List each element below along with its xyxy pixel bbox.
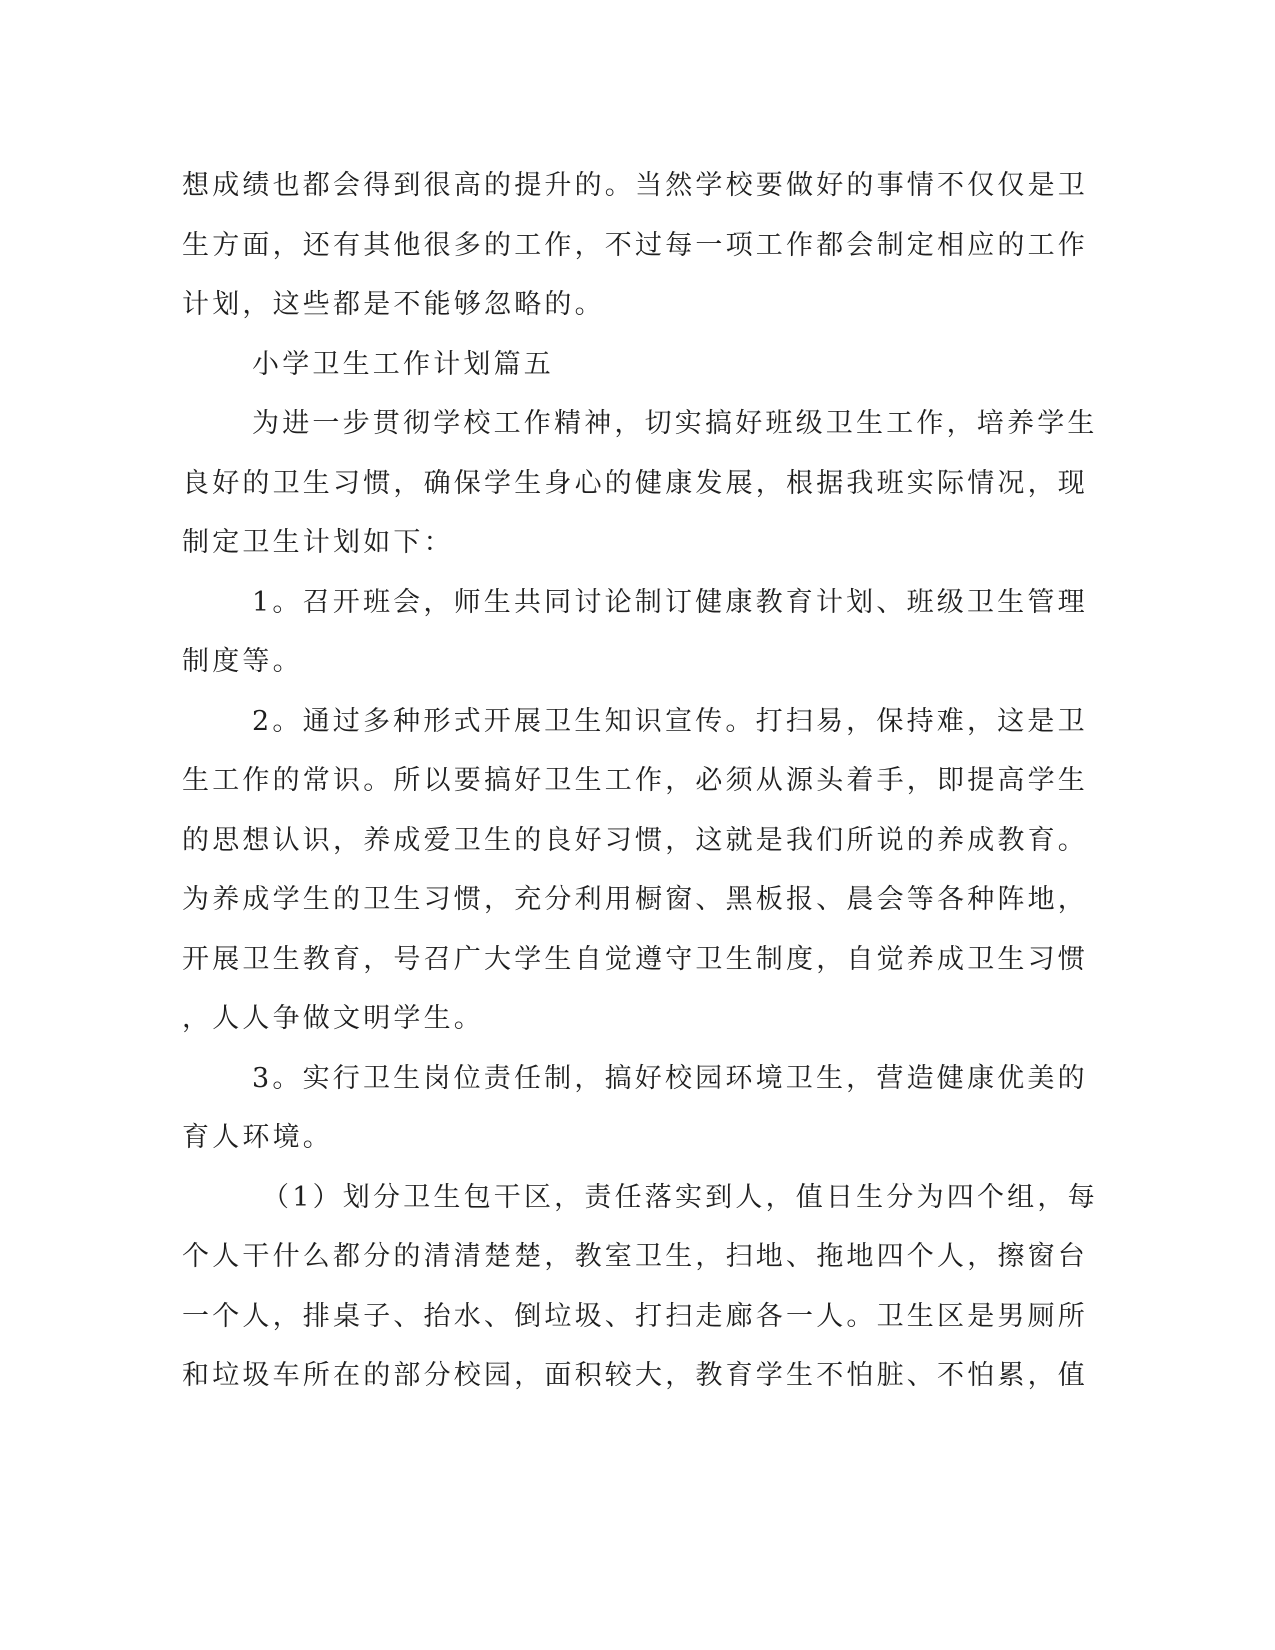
paragraph-item-1: [182, 573, 1088, 692]
text-line: 的思想认识，养成爱卫生的良好习惯，这就是我们所说的养成教育。: [182, 824, 1088, 856]
paragraph-subitem-1: [182, 1168, 1098, 1406]
text-line: 为养成学生的卫生习惯，充分利用橱窗、黑板报、晨会等各种阵地，: [182, 884, 1088, 915]
paragraph-intro: [182, 394, 1098, 573]
text-line: 和垃圾车所在的部分校园，面积较大，教育学生不怕脏、不怕累，值: [182, 1360, 1088, 1391]
text-line: 开展卫生教育，号召广大学生自觉遵守卫生制度，自觉养成卫生习惯: [182, 943, 1088, 975]
text-line: 制度等。: [182, 646, 303, 677]
text-line: 一个人，排桌子、抬水、倒垃圾、打扫走廊各一人。卫生区是男厕所: [182, 1300, 1088, 1332]
text-line: 1。召开班会，师生共同讨论制订健康教育计划、班级卫生管理: [252, 586, 1088, 618]
text-line: 想成绩也都会得到很高的提升的。当然学校要做好的事情不仅仅是卫: [182, 170, 1088, 201]
text-line: 育人环境。: [182, 1122, 333, 1153]
text-line: 生方面，还有其他很多的工作，不过每一项工作都会制定相应的工作: [182, 229, 1088, 261]
text-line: （1）划分卫生包干区，责任落实到人，值日生分为四个组，每: [262, 1181, 1098, 1213]
section-heading: [182, 335, 1032, 395]
text-line: ，人人争做文明学生。: [182, 1003, 484, 1034]
text-line: 生工作的常识。所以要搞好卫生工作，必须从源头着手，即提高学生: [182, 765, 1088, 796]
document-body: [182, 156, 1098, 1406]
text-line: 个人干什么都分的清清楚楚，教室卫生，扫地、拖地四个人，擦窗台: [182, 1241, 1088, 1272]
text-line: 为进一步贯彻学校工作精神，切实搞好班级卫生工作，培养学生: [252, 408, 1098, 439]
text-line: 良好的卫生习惯，确保学生身心的健康发展，根据我班实际情况，现: [182, 467, 1088, 499]
paragraph-item-3: [182, 1049, 1088, 1168]
paragraph-item-2: [182, 692, 1088, 1049]
heading-line: 小学卫生工作计划篇五: [252, 348, 554, 380]
text-line: 制定卫生计划如下：: [182, 527, 454, 558]
text-line: 计划，这些都是不能够忽略的。: [182, 289, 605, 320]
text-line: 3。实行卫生岗位责任制，搞好校园环境卫生，营造健康优美的: [252, 1062, 1088, 1094]
text-line: 2。通过多种形式开展卫生知识宣传。打扫易，保持难，这是卫: [252, 705, 1088, 737]
paragraph-continuation: [182, 156, 1088, 335]
